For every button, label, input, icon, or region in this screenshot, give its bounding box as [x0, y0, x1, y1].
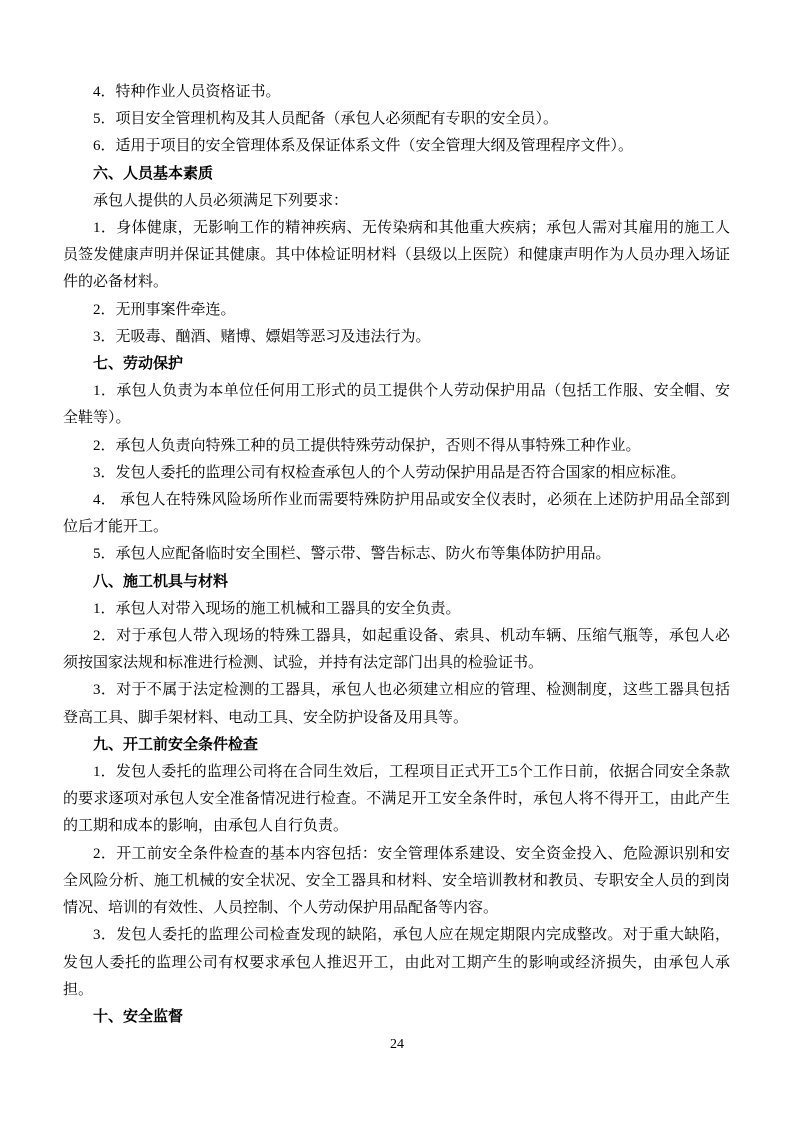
paragraph: 3．无吸毒、酗酒、赌博、嫖娼等恶习及违法行为。	[93, 328, 431, 345]
paragraph: 5．项目安全管理机构及其人员配备（承包人必须配有专职的安全员）。	[93, 111, 559, 128]
paragraph: 1．承包人对带入现场的施工机械和工器具的安全负责。	[93, 600, 461, 617]
paragraph: 1．发包人委托的监理公司将在合同生效后，工程项目正式开工5个工作日前，依据合同安全条款的要求逐项对承包人安全准备情况进行检查。不满足开工安全条件时，承包人将不得开工，由此产生的工期和成本的影响，由承包人自行负责。	[63, 764, 730, 835]
paragraph: 承包人提供的人员必须满足下列要求：	[93, 192, 349, 209]
paragraph: 4． 承包人在特殊风险场所作业而需要特殊防护用品或安全仪表时，必须在上述防护用品全部到位后才能开工。	[63, 492, 730, 536]
paragraph: 1．承包人负责为本单位任何用工形式的员工提供个人劳动保护用品（包括工作服、安全帽、安全鞋等）。	[63, 383, 730, 427]
paragraph: 3．对于不属于法定检测的工器具，承包人也必须建立相应的管理、检测制度，这些工器具包括登高工具、脚手架材料、电动工具、安全防护设备及用具等。	[63, 682, 730, 726]
paragraph: 4．特种作业人员资格证书。	[93, 84, 281, 100]
section-heading: 十、安全监督	[93, 1008, 184, 1025]
document-body	[63, 79, 730, 1031]
paragraph: 2．对于承包人带入现场的特殊工器具，如起重设备、索具、机动车辆、压缩气瓶等，承包人必须按国家法规和标准进行检测、试验，并持有法定部门出具的检验证书。	[63, 628, 730, 672]
paragraph: 2．承包人负责向特殊工种的员工提供特殊劳动保护，否则不得从事特殊工种作业。	[93, 437, 641, 454]
paragraph: 3．发包人委托的监理公司检查发现的缺陷，承包人应在规定期限内完成整改。对于重大缺陷，发包人委托的监理公司有权要求承包人推迟开工，由此对工期产生的影响或经济损失，由承包人承担。	[63, 927, 730, 998]
section-heading: 六、人员基本素质	[93, 165, 214, 182]
section-heading: 七、劳动保护	[93, 356, 184, 373]
paragraph: 3．发包人委托的监理公司有权检查承包人的个人劳动保护用品是否符合国家的相应标准。	[93, 464, 686, 481]
section-heading: 九、开工前安全条件检查	[93, 736, 259, 753]
page-number: 24	[390, 1037, 404, 1052]
paragraph: 5．承包人应配备临时安全围栏、警示带、警告标志、防火布等集体防护用品。	[93, 546, 611, 563]
paragraph: 2．开工前安全条件检查的基本内容包括：安全管理体系建设、安全资金投入、危险源识别和安全风险分析、施工机械的安全状况、安全工器具和材料、安全培训教材和教员、专职安全人员的到岗情况、培训的有效性、人员控制、个人劳动保护用品配备等内容。	[63, 845, 730, 917]
paragraph: 2．无刑事案件牵连。	[93, 301, 236, 318]
section-heading: 八、施工机具与材料	[93, 573, 229, 590]
paragraph: 1．身体健康，无影响工作的精神疾病、无传染病和其他重大疾病；承包人需对其雇用的施工人员签发健康声明并保证其健康。其中体检证明材料（县级以上医院）和健康声明作为人员办理入场证件的必备材料。	[63, 220, 730, 291]
paragraph: 6．适用于项目的安全管理体系及保证体系文件（安全管理大纲及管理程序文件）。	[93, 138, 634, 155]
